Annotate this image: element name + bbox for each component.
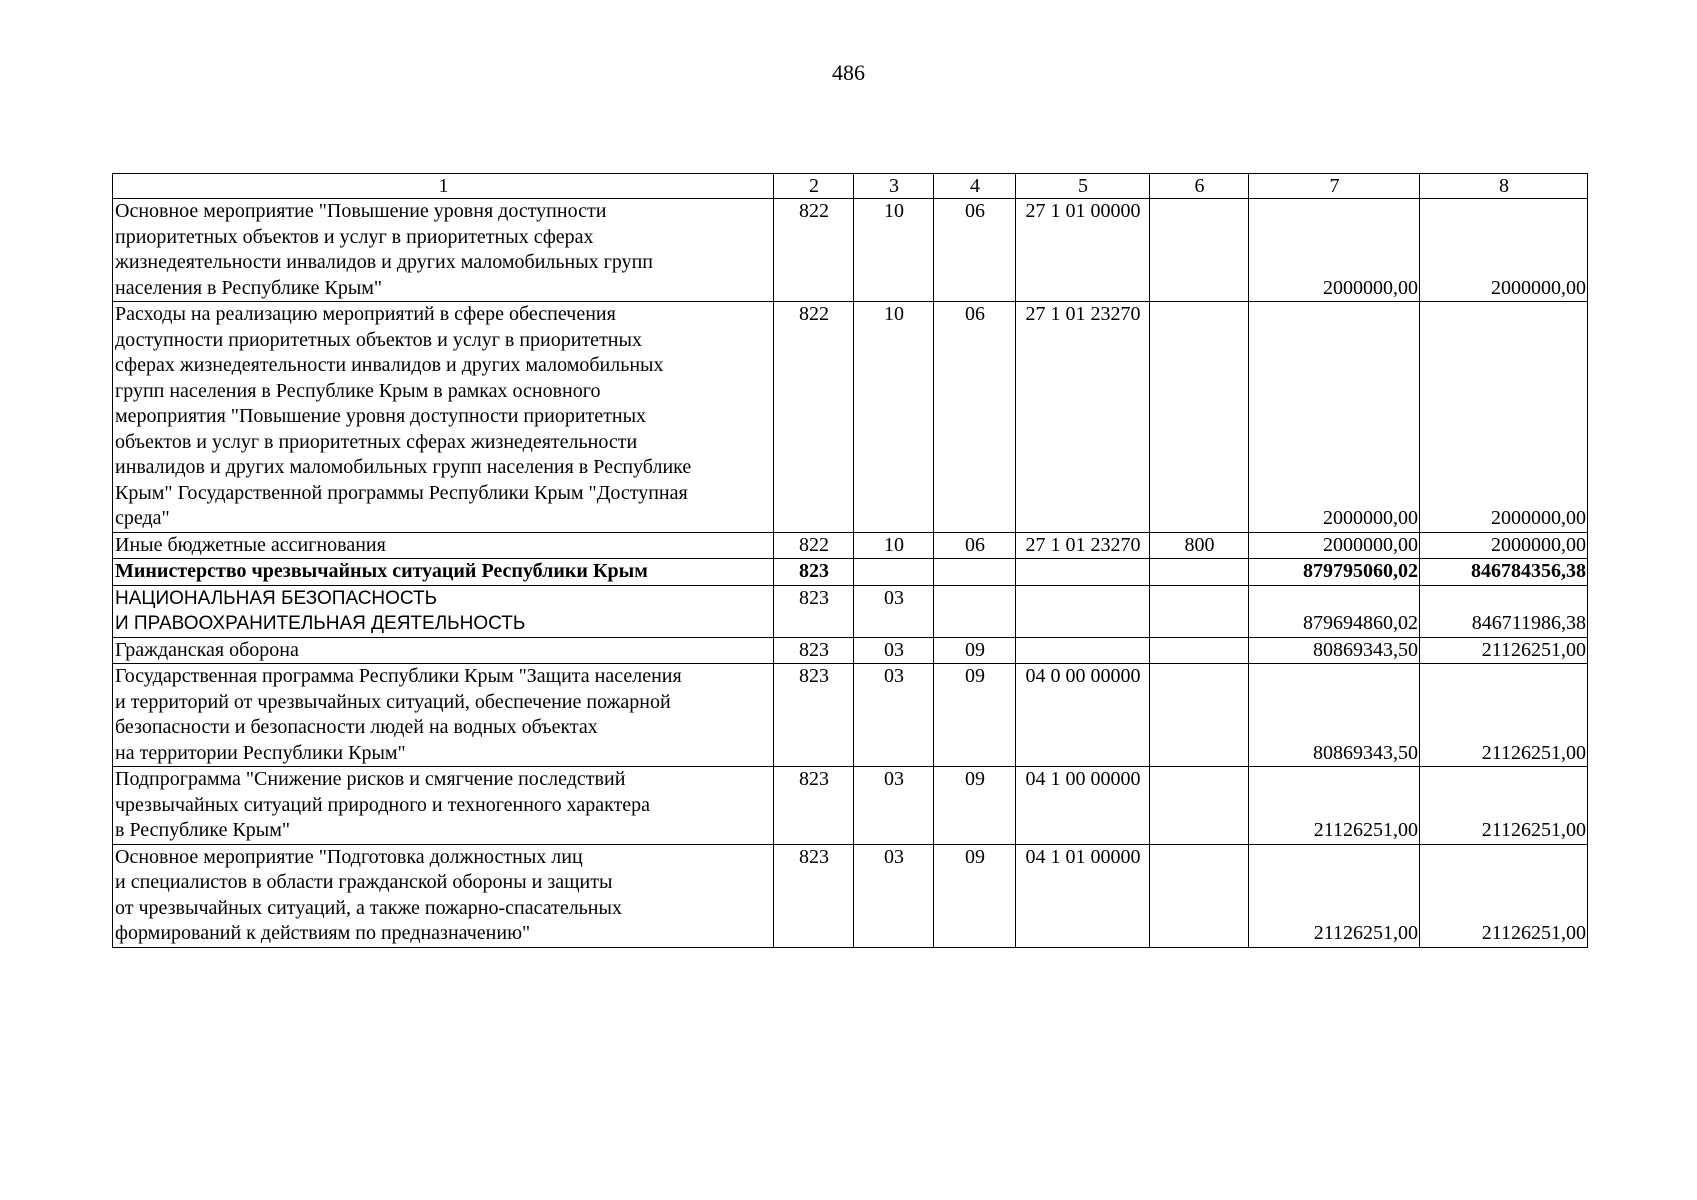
table-row: [113, 532, 1588, 559]
ministry-code: 823: [774, 585, 854, 637]
amount-col-8: 2000000,00: [1420, 532, 1588, 559]
subsection-code: [934, 559, 1016, 586]
expense-type-code: [1150, 844, 1249, 947]
subsection-code: 06: [934, 199, 1016, 302]
subsection-code: 09: [934, 844, 1016, 947]
header-cell-5: 5: [1016, 174, 1150, 199]
header-cell-7: 7: [1249, 174, 1420, 199]
section-code: 03: [854, 637, 934, 664]
expense-type-code: [1150, 585, 1249, 637]
amount-col-7: 21126251,00: [1249, 767, 1420, 845]
target-article-code: 27 1 01 23270: [1016, 302, 1150, 533]
section-code: 03: [854, 664, 934, 767]
header-cell-3: 3: [854, 174, 934, 199]
amount-col-8: 846711986,38: [1420, 585, 1588, 637]
header-cell-6: 6: [1150, 174, 1249, 199]
table-row: [113, 199, 1588, 302]
section-code: 10: [854, 532, 934, 559]
header-cell-1: 1: [113, 174, 774, 199]
table-row: [113, 302, 1588, 533]
item-name: Основное мероприятие "Подготовка должностных лиц и специалистов в области гражданской обороны и защиты от чрезвычайных ситуаций, а также пожарно-спасательных формирований к действиям по предназначению": [113, 844, 774, 947]
amount-col-7: 879694860,02: [1249, 585, 1420, 637]
ministry-code: 822: [774, 532, 854, 559]
amount-col-8: 2000000,00: [1420, 302, 1588, 533]
table-row: [113, 637, 1588, 664]
amount-col-8: 21126251,00: [1420, 637, 1588, 664]
item-name: Министерство чрезвычайных ситуаций Республики Крым: [113, 559, 774, 586]
amount-col-8: 21126251,00: [1420, 767, 1588, 845]
ministry-code: 823: [774, 637, 854, 664]
section-code: 03: [854, 767, 934, 845]
target-article-code: [1016, 637, 1150, 664]
amount-col-7: 2000000,00: [1249, 532, 1420, 559]
item-name: Иные бюджетные ассигнования: [113, 532, 774, 559]
table-row: [113, 844, 1588, 947]
amount-col-7: 80869343,50: [1249, 664, 1420, 767]
amount-col-8: 21126251,00: [1420, 664, 1588, 767]
section-code: 10: [854, 199, 934, 302]
amount-col-7: 2000000,00: [1249, 199, 1420, 302]
amount-col-8: 2000000,00: [1420, 199, 1588, 302]
item-name: Основное мероприятие "Повышение уровня доступности приоритетных объектов и услуг в приоритетных сферах жизнедеятельности инвалидов и других маломобильных групп населения в Республике Крым": [113, 199, 774, 302]
table-row-ministry-total: [113, 559, 1588, 586]
subsection-code: 06: [934, 302, 1016, 533]
amount-col-7: 879795060,02: [1249, 559, 1420, 586]
subsection-code: 09: [934, 767, 1016, 845]
amount-col-7: 21126251,00: [1249, 844, 1420, 947]
amount-col-7: 80869343,50: [1249, 637, 1420, 664]
expense-type-code: [1150, 664, 1249, 767]
target-article-code: 27 1 01 00000: [1016, 199, 1150, 302]
expense-type-code: [1150, 767, 1249, 845]
target-article-code: 04 1 01 00000: [1016, 844, 1150, 947]
item-name: Расходы на реализацию мероприятий в сфере обеспечения доступности приоритетных объектов и услуг в приоритетных сферах жизнедеятельности инвалидов и других маломобильных групп населения в Республике Крым в рамках основного мероприятия "Повышение уровня доступности приоритетных объектов и услуг в приоритетных сферах жизнедеятельности инвалидов и других маломобильных групп населения в Республике Крым" Государственной программы Республики Крым "Доступная среда": [113, 302, 774, 533]
subsection-code: 09: [934, 637, 1016, 664]
amount-col-8: 846784356,38: [1420, 559, 1588, 586]
section-code: [854, 559, 934, 586]
ministry-code: 823: [774, 844, 854, 947]
item-name: НАЦИОНАЛЬНАЯ БЕЗОПАСНОСТЬ И ПРАВООХРАНИТЕЛЬНАЯ ДЕЯТЕЛЬНОСТЬ: [113, 585, 774, 637]
section-code: 03: [854, 844, 934, 947]
header-row: [113, 174, 1588, 199]
header-cell-4: 4: [934, 174, 1016, 199]
expense-type-code: [1150, 199, 1249, 302]
subsection-code: 09: [934, 664, 1016, 767]
budget-table: [112, 173, 1588, 948]
section-code: 10: [854, 302, 934, 533]
expense-type-code: [1150, 637, 1249, 664]
ministry-code: 822: [774, 302, 854, 533]
expense-type-code: 800: [1150, 532, 1249, 559]
target-article-code: [1016, 585, 1150, 637]
target-article-code: 04 0 00 00000: [1016, 664, 1150, 767]
ministry-code: 823: [774, 559, 854, 586]
table-row: [113, 585, 1588, 637]
expense-type-code: [1150, 302, 1249, 533]
ministry-code: 823: [774, 664, 854, 767]
target-article-code: 27 1 01 23270: [1016, 532, 1150, 559]
header-cell-2: 2: [774, 174, 854, 199]
item-name: Гражданская оборона: [113, 637, 774, 664]
amount-col-8: 21126251,00: [1420, 844, 1588, 947]
table-row: [113, 767, 1588, 845]
target-article-code: 04 1 00 00000: [1016, 767, 1150, 845]
table-row: [113, 664, 1588, 767]
header-cell-8: 8: [1420, 174, 1588, 199]
ministry-code: 823: [774, 767, 854, 845]
page-number: 486: [832, 60, 865, 85]
expense-type-code: [1150, 559, 1249, 586]
item-name: Государственная программа Республики Крым "Защита населения и территорий от чрезвычайных ситуаций, обеспечение пожарной безопасности и безопасности людей на водных объектах на территории Республики Крым": [113, 664, 774, 767]
subsection-code: [934, 585, 1016, 637]
subsection-code: 06: [934, 532, 1016, 559]
amount-col-7: 2000000,00: [1249, 302, 1420, 533]
item-name: Подпрограмма "Снижение рисков и смягчение последствий чрезвычайных ситуаций природного и техногенного характера в Республике Крым": [113, 767, 774, 845]
section-code: 03: [854, 585, 934, 637]
ministry-code: 822: [774, 199, 854, 302]
target-article-code: [1016, 559, 1150, 586]
